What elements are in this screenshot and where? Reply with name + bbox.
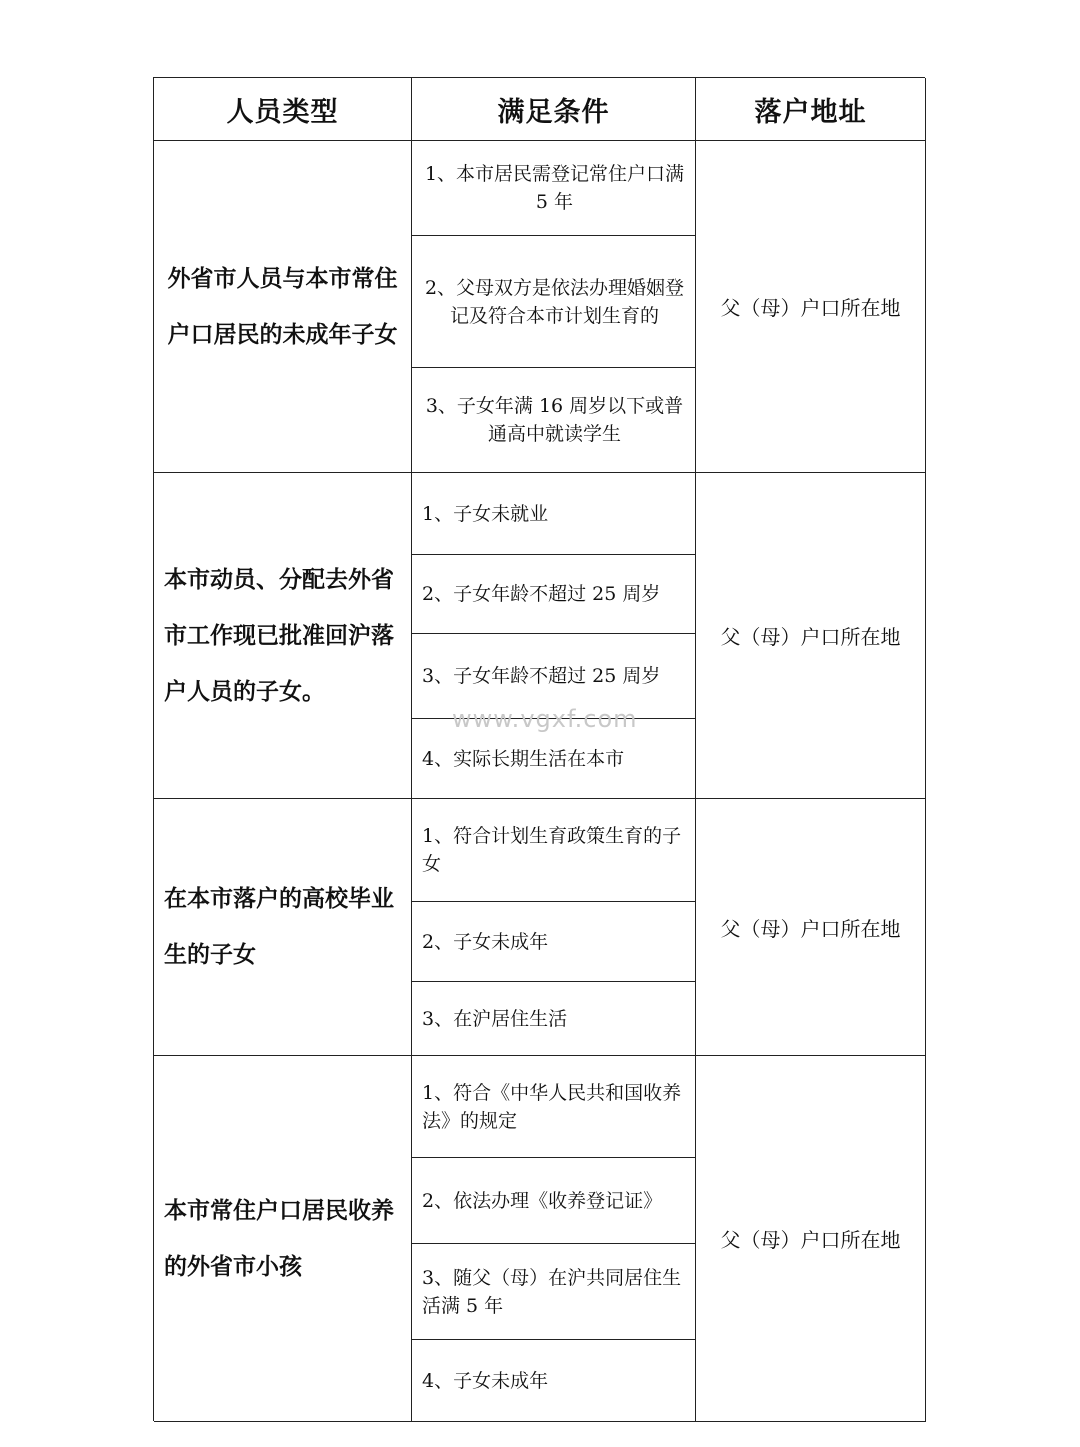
row-2-type-text: 本市动员、分配去外省市工作现已批准回沪落户人员的子女。 bbox=[164, 566, 394, 705]
row-3-condition-1 bbox=[412, 799, 696, 902]
row-3-condition-3 bbox=[412, 982, 696, 1056]
header-person-type: 人员类型 bbox=[154, 78, 412, 141]
row-4-condition-3 bbox=[412, 1244, 696, 1340]
condition-text: 2、子女未成年 bbox=[422, 930, 549, 953]
condition-text: 1、符合《中华人民共和国收养法》的规定 bbox=[422, 1081, 682, 1132]
row-1-type bbox=[154, 141, 412, 473]
watermark: www.vgxf.com bbox=[452, 705, 638, 733]
row-1-condition-1 bbox=[412, 141, 696, 236]
row-4-condition-4 bbox=[412, 1340, 696, 1422]
row-1-condition-3 bbox=[412, 368, 696, 473]
row-1-condition-2 bbox=[412, 236, 696, 368]
condition-text: 3、在沪居住生活 bbox=[422, 1007, 568, 1030]
condition-text: 4、子女未成年 bbox=[422, 1369, 549, 1392]
row-4-type-text: 本市常住户口居民收养的外省市小孩 bbox=[164, 1197, 394, 1280]
header-address: 落户地址 bbox=[696, 78, 926, 141]
condition-text: 1、符合计划生育政策生育的子女 bbox=[422, 825, 682, 875]
condition-text: 2、子女年龄不超过 25 周岁 bbox=[422, 583, 661, 605]
header-conditions: 满足条件 bbox=[412, 78, 696, 141]
row-2-condition-2 bbox=[412, 555, 696, 634]
condition-text: 2、父母双方是依法办理婚姻登记及符合本市计划生育的 bbox=[424, 276, 685, 327]
row-4-condition-1 bbox=[412, 1056, 696, 1158]
condition-text: 3、子女年满 16 周岁以下或普通高中就读学生 bbox=[425, 395, 684, 445]
row-1-type-text: 外省市人员与本市常住户口居民的未成年子女 bbox=[167, 265, 398, 348]
condition-text: 3、子女年龄不超过 25 周岁 bbox=[422, 665, 661, 687]
row-4-type bbox=[154, 1056, 412, 1422]
row-3-type-text: 在本市落户的高校毕业生的子女 bbox=[164, 886, 394, 968]
household-registration-table bbox=[153, 77, 925, 1421]
row-3-address: 父（母）户口所在地 bbox=[696, 799, 926, 1056]
row-3-condition-2 bbox=[412, 902, 696, 982]
row-4-address: 父（母）户口所在地 bbox=[696, 1056, 926, 1422]
row-2-type bbox=[154, 473, 412, 799]
condition-text: 1、子女未就业 bbox=[422, 502, 549, 525]
condition-text: 3、随父（母）在沪共同居住生活满 5 年 bbox=[422, 1266, 682, 1317]
row-2-address: 父（母）户口所在地 bbox=[696, 473, 926, 799]
row-1-address: 父（母）户口所在地 bbox=[696, 141, 926, 473]
condition-text: 1、本市居民需登记常住户口满 5 年 bbox=[424, 163, 685, 213]
condition-text: 2、依法办理《收养登记证》 bbox=[422, 1189, 663, 1212]
row-3-type bbox=[154, 799, 412, 1056]
row-4-condition-2 bbox=[412, 1158, 696, 1244]
row-2-condition-1 bbox=[412, 473, 696, 555]
condition-text: 4、实际长期生活在本市 bbox=[422, 747, 625, 770]
